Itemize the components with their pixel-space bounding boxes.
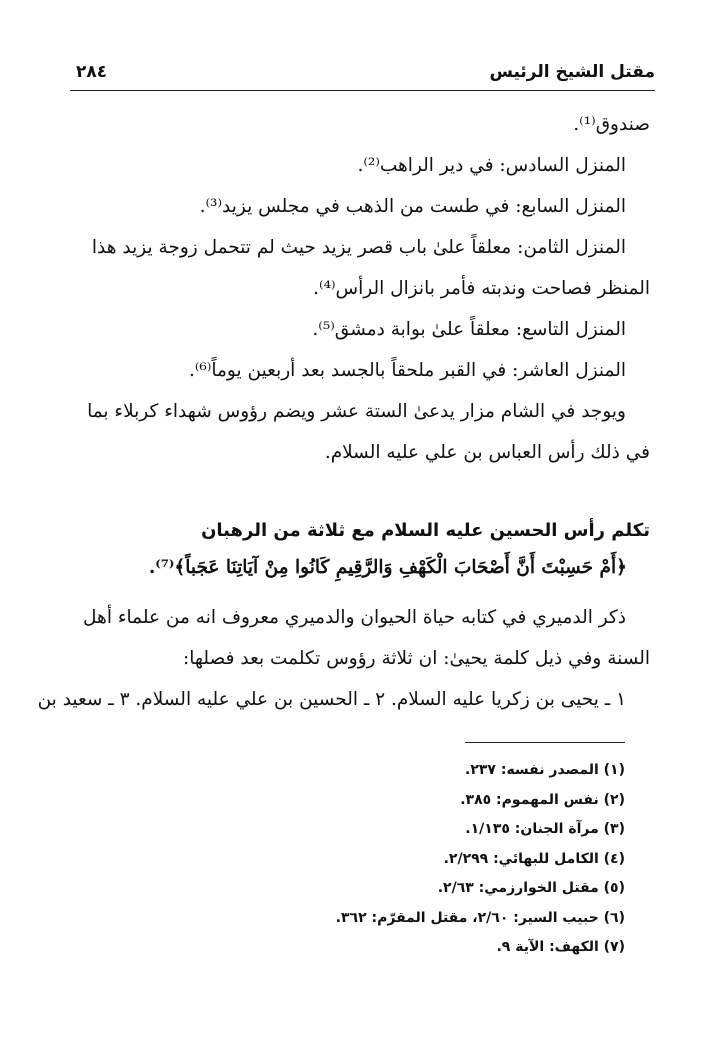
footnote: (١) المصدر نفسه: ٢٣٧. — [465, 762, 625, 778]
header-rule — [70, 90, 655, 91]
quran-verse: ﴿أَمْ حَسِبْتَ أَنَّ أَصْحَابَ الْكَهْفِ وَالرَّقِيمِ كَانُوا مِنْ آيَاتِنَا عَجَباً﴾⁽⁷⁾. — [148, 557, 627, 578]
footnotes — [336, 756, 625, 963]
page-number: ٢٨٤ — [76, 62, 108, 82]
text-line: المنزل السابع: في طست من الذهب في مجلس يزيد⁽³⁾. — [199, 196, 626, 217]
text-line: المنزل الثامن: معلقاً علىٰ باب قصر يزيد حيث لم تتحمل زوجة يزيد هذا — [91, 237, 626, 258]
main-text — [72, 104, 650, 473]
text-line: ويوجد في الشام مزار يدعىٰ الستة عشر ويضم رؤوس شهداء كربلاء بما — [87, 401, 626, 422]
text-line: المنظر فصاحت وندبته فأمر بانزال الرأس⁽⁴⁾. — [313, 278, 650, 299]
text-line: السنة وفي ذيل كلمة يحيىٰ: ان ثلاثة رؤوس تكلمت بعد فصلها: — [183, 648, 650, 669]
footnote: (٣) مرآة الجنان: ١/١٣٥. — [465, 821, 625, 837]
footnote: (٧) الكهف: الآية ٩. — [496, 939, 625, 955]
text-line: المنزل العاشر: في القبر ملحقاً بالجسد بعد أربعين يوماً⁽⁶⁾. — [188, 360, 626, 381]
text-line: ١ ـ يحيى بن زكريا عليه السلام. ٢ ـ الحسين بن علي عليه السلام. ٣ ـ سعيد بن — [37, 689, 626, 710]
footnote-separator — [465, 742, 625, 743]
section-text — [37, 597, 650, 720]
text-line: المنزل التاسع: معلقاً علىٰ بوابة دمشق⁽⁵⁾. — [312, 319, 626, 340]
footnote: (٢) نفس المهموم: ٣٨٥. — [460, 791, 625, 808]
footnote: (٦) حبيب السير: ٢/٦٠، مقتل المقرّم: ٣٦٢. — [335, 909, 625, 926]
section-heading: تكلم رأس الحسين عليه السلام مع ثلاثة من الرهبان — [201, 520, 650, 541]
text-line: في ذلك رأس العباس بن علي عليه السلام. — [324, 442, 650, 463]
running-title: مقتل الشيخ الرئيس — [489, 62, 655, 82]
footnote: (٥) مقتل الخوارزمي: ٢/٦٣. — [437, 880, 625, 896]
text-line: المنزل السادس: في دير الراهب⁽²⁾. — [357, 155, 626, 176]
text-line: صندوق⁽¹⁾. — [573, 114, 650, 135]
text-line: ذكر الدميري في كتابه حياة الحيوان والدميري معروف انه من علماء أهل — [83, 607, 626, 628]
page-header — [70, 58, 655, 92]
footnote: (٤) الكامل للبهائي: ٢/٢٩٩. — [443, 850, 625, 867]
